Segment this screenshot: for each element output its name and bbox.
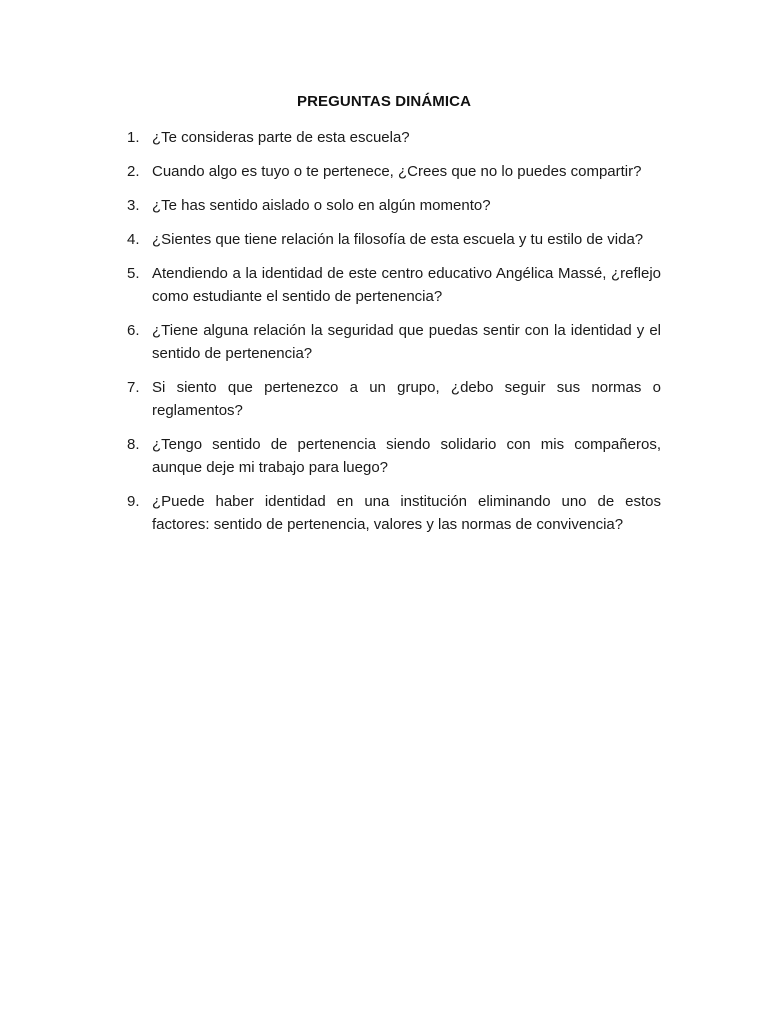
question-list: [127, 126, 661, 547]
question-text: ¿Sientes que tiene relación la filosofía de esta escuela y tu estilo de vida?: [152, 231, 644, 248]
question-item-4: [127, 228, 661, 251]
question-number: 5.: [127, 265, 140, 282]
question-number: 8.: [127, 436, 140, 453]
question-number: 3.: [127, 197, 140, 214]
question-number: 6.: [127, 322, 140, 339]
question-number: 1.: [127, 129, 140, 146]
question-number: 4.: [127, 231, 140, 248]
question-text: ¿Te has sentido aislado o solo en algún momento?: [152, 197, 491, 214]
question-item-6: [127, 319, 661, 365]
question-text: ¿Tengo sentido de pertenencia siendo solidario con mis compañeros, aunque deje mi trabajo para luego?: [152, 436, 661, 476]
question-text: ¿Puede haber identidad en una institución eliminando uno de estos factores: sentido de pertenencia, valores y las normas de convivencia?: [152, 493, 661, 533]
question-item-9: [127, 490, 661, 536]
question-item-3: [127, 194, 661, 217]
question-text: ¿Tiene alguna relación la seguridad que puedas sentir con la identidad y el sentido de pertenencia?: [152, 322, 661, 362]
question-number: 9.: [127, 493, 140, 510]
question-item-7: [127, 376, 661, 422]
question-text: Atendiendo a la identidad de este centro educativo Angélica Massé, ¿reflejo como estudiante el sentido de pertenencia?: [152, 265, 661, 305]
question-item-8: [127, 433, 661, 479]
question-number: 7.: [127, 379, 140, 396]
page-title: PREGUNTAS DINÁMICA: [296, 93, 472, 110]
question-item-1: [127, 126, 661, 149]
question-item-2: [127, 160, 661, 183]
question-text: ¿Te consideras parte de esta escuela?: [152, 129, 410, 146]
question-text: Si siento que pertenezco a un grupo, ¿debo seguir sus normas o reglamentos?: [152, 379, 661, 419]
question-text: Cuando algo es tuyo o te pertenece, ¿Crees que no lo puedes compartir?: [152, 163, 642, 180]
question-item-5: [127, 262, 661, 308]
question-number: 2.: [127, 163, 140, 180]
